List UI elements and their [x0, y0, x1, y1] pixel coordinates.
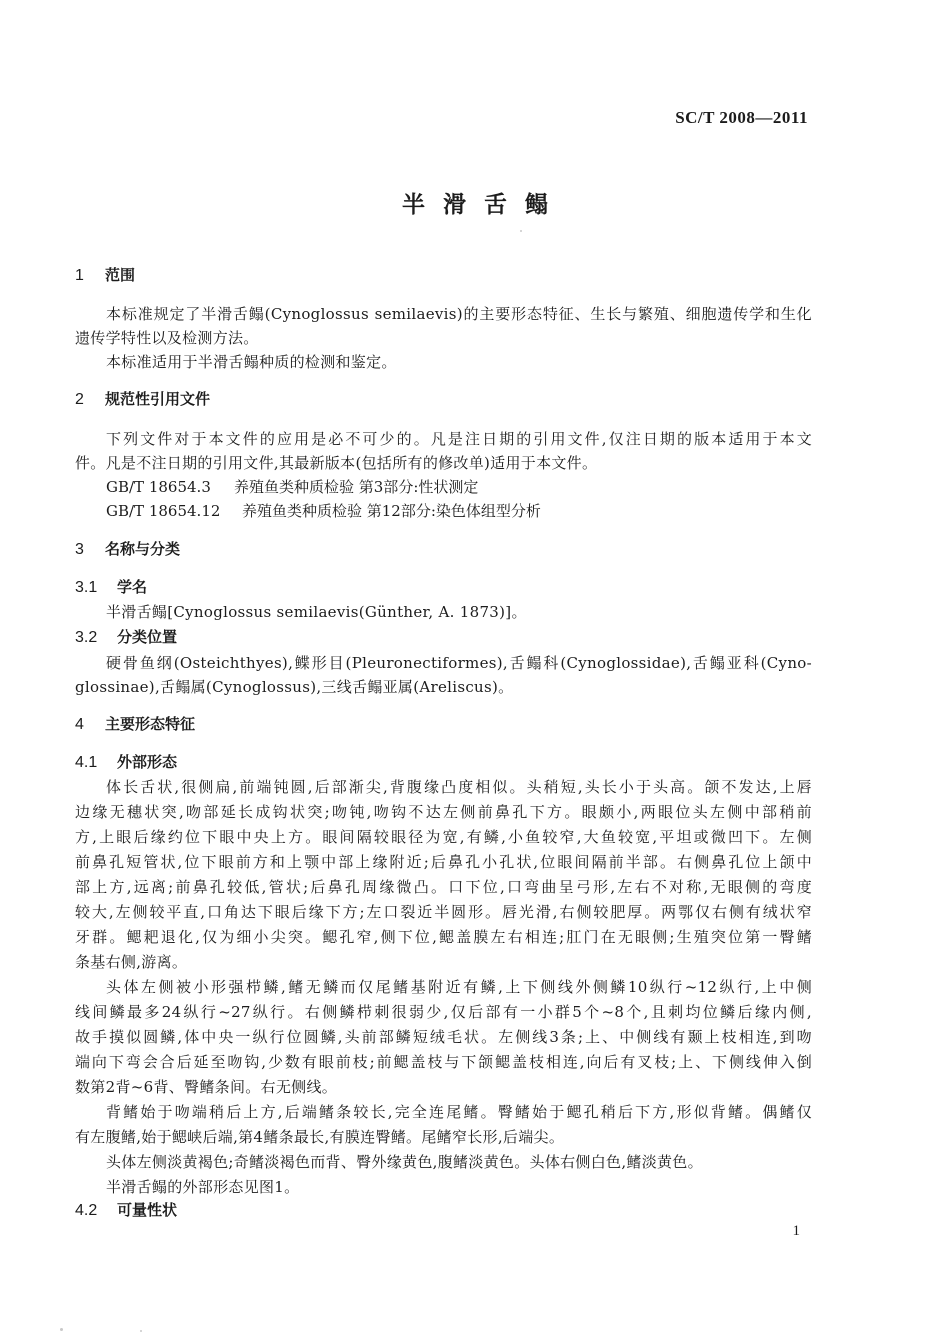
subsection-title: 可量性状 [117, 1201, 178, 1219]
subsection-number: 3.1 [75, 579, 98, 596]
reference-code: GB/T 18654.3 [106, 478, 211, 496]
subsection-4-2-heading [75, 1199, 177, 1220]
paragraph-line: 前鼻孔短管状,位下眼前方和上颚中部上缘附近;后鼻孔小孔状,位眼间隔前半部。右侧鼻孔位上颌中 [75, 853, 813, 871]
section-title: 名称与分类 [105, 540, 181, 558]
scan-speck [520, 230, 522, 232]
section-2-heading [75, 388, 210, 409]
scan-speck [140, 1330, 142, 1332]
paragraph-line: 有左腹鳍,始于鳃峡后端,第4鳍条最长,有膜连臀鳍。尾鳍窄长形,后端尖。 [75, 1128, 565, 1146]
subsection-number: 4.1 [75, 754, 98, 771]
paragraph-line: 硬骨鱼纲(Osteichthyes),鲽形目(Pleuronectiformes),舌鳎科(Cynoglossidae),舌鳎亚科(Cyno- [106, 654, 812, 672]
page-title: 半滑舌鳎 [402, 192, 566, 218]
section-number: 4 [75, 716, 84, 733]
section-3-heading [75, 538, 180, 559]
paragraph-line: 半滑舌鳎[Cynoglossus semilaevis(Günther, A. 1873)]。 [106, 603, 527, 621]
section-number: 2 [75, 391, 84, 408]
subsection-title: 外部形态 [117, 753, 178, 771]
paragraph-line: 方,上眼后缘约位下眼中央上方。眼间隔较眼径为宽,有鳞,小鱼较窄,大鱼较宽,平坦或微凹下。左侧 [75, 828, 812, 846]
standard-number: SC/T 2008—2011 [675, 108, 808, 127]
paragraph-line: 故手摸似圆鳞,体中央一纵行位圆鳞,头前部鳞短绒毛状。左侧线3条;上、中侧线有颞上枝相连,到吻 [75, 1028, 812, 1046]
paragraph-line: 部上方,远离;前鼻孔较低,管状;后鼻孔周缘微凸。口下位,口弯曲呈弓形,左右不对称,无眼侧的弯度 [75, 878, 812, 896]
subsection-number: 4.2 [75, 1202, 98, 1219]
subsection-number: 3.2 [75, 629, 98, 646]
reference-code: GB/T 18654.12 [106, 502, 221, 520]
reference-title: 养殖鱼类种质检验 第12部分:染色体组型分析 [242, 502, 541, 520]
paragraph-line: 边缘无穗状突,吻部延长成钩状突;吻钝,吻钩不达左侧前鼻孔下方。眼颇小,两眼位头左侧中部稍前 [75, 803, 812, 821]
paragraph-line: 线间鳞最多24纵行~27纵行。右侧鳞栉刺很弱少,仅后部有一小群5个~8个,且刺均位鳞后缘内侧, [75, 1003, 812, 1021]
subsection-4-1-heading [75, 751, 177, 772]
paragraph-line: 本标准适用于半滑舌鳎种质的检测和鉴定。 [106, 353, 397, 371]
paragraph-line: 背鳍始于吻端稍后上方,后端鳍条较长,完全连尾鳍。臀鳍始于鳃孔稍后下方,形似背鳍。偶鳍仅 [106, 1103, 812, 1121]
section-title: 规范性引用文件 [105, 390, 211, 408]
section-title: 范围 [105, 266, 136, 284]
paragraph-line: 本标准规定了半滑舌鳎(Cynoglossus semilaevis)的主要形态特征、生长与繁殖、细胞遗传学和生化 [106, 305, 812, 323]
section-number: 3 [75, 541, 84, 558]
section-4-heading [75, 713, 195, 734]
paragraph-line: 体长舌状,很侧扁,前端钝圆,后部渐尖,背腹缘凸度相似。头稍短,头长小于头高。颌不发达,上唇 [106, 778, 812, 796]
reference-title: 养殖鱼类种质检验 第3部分:性状测定 [234, 478, 479, 496]
paragraph-line: 数第2背~6背、臀鳍条间。右无侧线。 [75, 1078, 338, 1096]
subsection-title: 分类位置 [117, 628, 178, 646]
subsection-3-1-heading [75, 576, 147, 597]
paragraph-line: glossinae),舌鳎属(Cynoglossus),三线舌鳎亚属(Areliscus)。 [75, 678, 514, 696]
paragraph-line: 下列文件对于本文件的应用是必不可少的。凡是注日期的引用文件,仅注日期的版本适用于本文 [106, 430, 812, 448]
scan-speck [60, 1328, 63, 1331]
paragraph-line: 条基右侧,游离。 [75, 953, 188, 971]
subsection-title: 学名 [117, 578, 148, 596]
page-number: 1 [792, 1223, 800, 1239]
paragraph-line: 牙群。鳃耙退化,仅为细小尖突。鳃孔窄,侧下位,鳃盖膜左右相连;肛门在无眼侧;生殖突位第一臀鳍 [75, 928, 812, 946]
paragraph-line: 头体左侧淡黄褐色;奇鳍淡褐色而背、臀外缘黄色,腹鳍淡黄色。头体右侧白色,鳍淡黄色。 [106, 1153, 703, 1171]
paragraph-line: 遗传学特性以及检测方法。 [75, 329, 259, 347]
paragraph-line: 端向下弯会合后延至吻钩,少数有眼前枝;前鳃盖枝与下颌鳃盖枝相连,向后有叉枝;上、下侧线伸入倒 [75, 1053, 812, 1071]
reference-item [106, 500, 541, 521]
reference-item [106, 476, 478, 497]
paragraph-line: 较大,左侧较平直,口角达下眼后缘下方;左口裂近半圆形。唇光滑,右侧较肥厚。两鄂仅右侧有绒状窄 [75, 903, 812, 921]
section-title: 主要形态特征 [105, 715, 196, 733]
paragraph-line: 半滑舌鳎的外部形态见图1。 [106, 1178, 300, 1196]
paragraph-line: 件。凡是不注日期的引用文件,其最新版本(包括所有的修改单)适用于本文件。 [75, 454, 598, 472]
section-1-heading [75, 264, 135, 285]
subsection-3-2-heading [75, 626, 177, 647]
section-number: 1 [75, 267, 84, 284]
paragraph-line: 头体左侧被小形强栉鳞,鳍无鳞而仅尾鳍基附近有鳞,上下侧线外侧鳞10纵行~12纵行,上中侧 [106, 978, 812, 996]
